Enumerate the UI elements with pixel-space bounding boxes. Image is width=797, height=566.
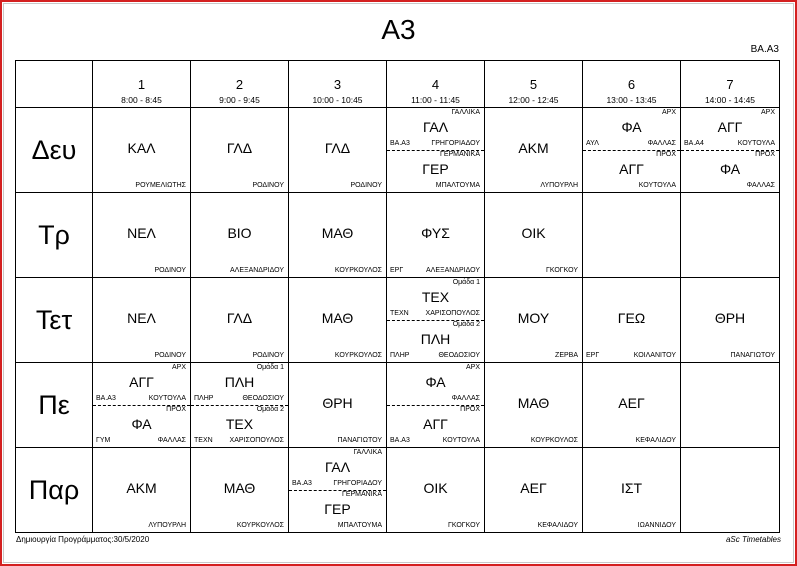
split-lesson (93, 405, 190, 447)
split-lesson (387, 320, 484, 362)
subject: ΓΑΛ (422, 119, 449, 135)
group-label: ΑΡΧ (465, 364, 480, 371)
group-label: ΠΡΟΧ (166, 406, 186, 413)
period-time: 13:00 - 13:45 (606, 95, 657, 105)
room: ΒΑ.Α4 (684, 140, 704, 147)
day-row (16, 448, 780, 533)
period-time: 11:00 - 11:45 (411, 95, 460, 105)
teacher: ΙΩΑΝΝΙΔΟΥ (637, 522, 676, 529)
room: ΤΕΧΝ (194, 437, 213, 444)
lesson-cell (681, 193, 780, 278)
period-header (681, 61, 780, 108)
subject: ΜΑΘ (223, 480, 256, 496)
lesson-cell (191, 193, 289, 278)
group-label: Ομάδα 1 (452, 279, 480, 286)
teacher: ΑΛΕΞΑΝΔΡΙΔΟΥ (230, 267, 284, 274)
room: ΒΑ.Α3 (390, 437, 410, 444)
lesson-cell (583, 363, 681, 448)
lesson-cell (191, 108, 289, 193)
teacher: ΦΑΛΛΑΣ (157, 437, 186, 444)
group-label: ΠΡΟΧ (755, 151, 775, 158)
teacher: ΚΟΥΤΟΥΛΑ (737, 140, 775, 147)
room: ΕΡΓ (390, 267, 404, 274)
room: ΤΕΧΝ (390, 310, 409, 317)
teacher: ΚΟΥΡΚΟΥΛΟΣ (334, 267, 382, 274)
teacher: ΛΥΠΟΥΡΛΗ (540, 182, 578, 189)
subject: ΠΛΗ (224, 374, 255, 390)
period-header (485, 61, 583, 108)
subject: ΦΑ (719, 161, 741, 177)
teacher: ΡΟΔΙΝΟΥ (350, 182, 382, 189)
subject: ΘΡΗ (322, 395, 353, 411)
lesson-cell (485, 448, 583, 533)
subject: ΤΕΧ (225, 416, 254, 432)
teacher: ΡΟΔΙΝΟΥ (154, 352, 186, 359)
day-row (16, 193, 780, 278)
lesson-cell (93, 193, 191, 278)
split-lesson (583, 108, 680, 151)
split-lesson (681, 150, 779, 192)
period-time: 8:00 - 8:45 (121, 95, 162, 105)
teacher: ΚΟΥΤΟΥΛΑ (442, 437, 480, 444)
period-header (93, 61, 191, 108)
room: ΒΑ.Α3 (390, 140, 410, 147)
subject: ΜΑΘ (321, 310, 354, 326)
lesson-cell (583, 108, 681, 193)
split-lesson (387, 150, 484, 192)
period-time: 14:00 - 14:45 (704, 95, 756, 105)
lesson-cell (289, 448, 387, 533)
subject: ΓΑΛ (324, 459, 351, 475)
group-label: ΑΡΧ (661, 109, 676, 116)
lesson-cell (93, 363, 191, 448)
split-lesson (289, 490, 386, 532)
day-name: Τετ (16, 278, 93, 363)
teacher: ΡΟΔΙΝΟΥ (252, 352, 284, 359)
day-name: Δευ (16, 108, 93, 193)
lesson-cell (485, 193, 583, 278)
period-number: 4 (431, 77, 440, 92)
teacher: ΦΑΛΛΑΣ (451, 395, 480, 402)
subject: ΤΕΧ (421, 289, 450, 305)
lesson-cell (583, 278, 681, 363)
teacher: ΦΑΛΛΑΣ (647, 140, 676, 147)
lesson-cell (289, 108, 387, 193)
lesson-cell (583, 448, 681, 533)
lesson-cell (485, 108, 583, 193)
group-label: ΑΡΧ (171, 364, 186, 371)
subject: ΠΛΗ (420, 331, 451, 347)
lesson-cell (289, 193, 387, 278)
lesson-cell (681, 363, 780, 448)
group-label: ΑΡΧ (760, 109, 775, 116)
subject: ΑΚΜ (518, 140, 549, 156)
teacher: ΚΟΙΛΑΝΙΤΟΥ (633, 352, 676, 359)
teacher: ΚΕΦΑΛΙΔΟΥ (635, 437, 676, 444)
subject: ΑΚΜ (126, 480, 157, 496)
split-lesson (387, 108, 484, 151)
teacher: ΚΟΥΡΚΟΥΛΟΣ (236, 522, 284, 529)
room: ΕΡΓ (586, 352, 600, 359)
subject: ΑΕΓ (618, 395, 645, 411)
period-header (289, 61, 387, 108)
split-lesson (681, 108, 779, 151)
teacher: ΚΟΥΤΟΥΛΑ (638, 182, 676, 189)
period-number: 5 (529, 77, 538, 92)
subject: ΓΕΡ (422, 161, 449, 177)
lesson-cell (681, 448, 780, 533)
lesson-cell (191, 278, 289, 363)
teacher: ΜΠΑΛΤΟΥΜΑ (435, 182, 480, 189)
day-row (16, 363, 780, 448)
split-lesson (191, 405, 288, 447)
lesson-cell (191, 448, 289, 533)
period-header (191, 61, 289, 108)
split-lesson (289, 448, 386, 491)
lesson-cell (289, 278, 387, 363)
subject: ΜΟΥ (517, 310, 550, 326)
lesson-cell (289, 363, 387, 448)
teacher: ΚΟΥΡΚΟΥΛΟΣ (530, 437, 578, 444)
lesson-cell (485, 278, 583, 363)
subject: ΓΛΔ (226, 310, 253, 326)
subject: ΑΕΓ (520, 480, 547, 496)
lesson-cell (681, 278, 780, 363)
day-row (16, 278, 780, 363)
teacher: ΓΚΟΓΚΟΥ (546, 267, 578, 274)
group-label: ΓΕΡΜΑΝΙΚΑ (439, 151, 480, 158)
teacher: ΛΥΠΟΥΡΛΗ (148, 522, 186, 529)
period-header (583, 61, 681, 108)
subject: ΓΛΔ (324, 140, 351, 156)
teacher: ΓΡΗΓΟΡΙΑΔΟΥ (431, 140, 480, 147)
subject: ΓΛΔ (226, 140, 253, 156)
lesson-cell (485, 363, 583, 448)
lesson-cell (387, 278, 485, 363)
lesson-cell (387, 363, 485, 448)
split-lesson (387, 278, 484, 321)
subject: ΑΓΓ (619, 161, 644, 177)
subject: ΘΡΗ (714, 310, 746, 326)
period-header-row (16, 61, 780, 108)
subject: ΝΕΛ (127, 310, 156, 326)
period-number: 6 (627, 77, 636, 92)
footer-software: aSc Timetables (725, 535, 781, 544)
teacher: ΦΑΛΛΑΣ (746, 182, 775, 189)
group-label: Ομάδα 2 (256, 406, 284, 413)
lesson-cell (681, 108, 780, 193)
subject: ΓΕΡ (324, 501, 351, 517)
teacher: ΜΠΑΛΤΟΥΜΑ (337, 522, 382, 529)
subject: ΑΓΓ (423, 416, 448, 432)
teacher: ΡΟΔΙΝΟΥ (154, 267, 186, 274)
lesson-cell (387, 193, 485, 278)
subject: ΚΑΛ (127, 140, 156, 156)
lesson-cell (387, 108, 485, 193)
room: ΠΛΗΡ (390, 352, 410, 359)
subject: ΝΕΛ (127, 225, 156, 241)
period-time: 9:00 - 9:45 (219, 95, 260, 105)
room: ΠΛΗΡ (194, 395, 214, 402)
room: ΓΥΜ (96, 437, 111, 444)
split-lesson (93, 363, 190, 406)
group-label: ΓΕΡΜΑΝΙΚΑ (341, 491, 382, 498)
day-row (16, 108, 780, 193)
teacher: ΚΕΦΑΛΙΔΟΥ (537, 522, 578, 529)
lesson-cell (93, 278, 191, 363)
subject: ΓΕΩ (617, 310, 646, 326)
room: ΑΥΛ (586, 140, 599, 147)
teacher: ΑΛΕΞΑΝΔΡΙΔΟΥ (426, 267, 480, 274)
period-number: 7 (726, 77, 734, 92)
split-lesson (191, 363, 288, 406)
period-header (387, 61, 485, 108)
subject: ΦΑ (425, 374, 446, 390)
corner-cell (16, 61, 93, 108)
subject: ΦΑ (621, 119, 642, 135)
group-label: ΠΡΟΧ (460, 406, 480, 413)
period-time: 12:00 - 12:45 (508, 95, 559, 105)
group-label: ΠΡΟΧ (656, 151, 676, 158)
page-title: Α3 (381, 14, 416, 45)
day-name: Τρ (16, 193, 93, 278)
subject: ΑΓΓ (717, 119, 743, 135)
day-name: Παρ (16, 448, 93, 533)
teacher: ΓΚΟΓΚΟΥ (448, 522, 480, 529)
group-label: ΓΑΛΛΙΚΑ (353, 449, 382, 456)
lesson-cell (93, 108, 191, 193)
teacher: ΠΑΝΑΓΙΩΤΟΥ (337, 437, 382, 444)
split-lesson (387, 405, 484, 447)
split-lesson (583, 150, 680, 192)
subject: ΟΙΚ (423, 480, 448, 496)
teacher: ΧΑΡΙΣΟΠΟΥΛΟΣ (425, 310, 480, 317)
subject: ΦΑ (131, 416, 152, 432)
subject: ΙΣΤ (620, 480, 643, 496)
group-label: ΓΑΛΛΙΚΑ (451, 109, 480, 116)
subject: ΑΓΓ (129, 374, 154, 390)
subject: ΒΙΟ (227, 225, 252, 241)
subject: ΜΑΘ (321, 225, 354, 241)
timetable (15, 60, 780, 533)
teacher: ΚΟΥΡΚΟΥΛΟΣ (334, 352, 382, 359)
teacher: ΠΑΝΑΓΙΩΤΟΥ (730, 352, 775, 359)
teacher: ΓΡΗΓΟΡΙΑΔΟΥ (333, 480, 382, 487)
teacher: ΡΟΥΜΕΛΙΩΤΗΣ (135, 182, 186, 189)
teacher: ΡΟΔΙΝΟΥ (252, 182, 284, 189)
lesson-cell (583, 193, 681, 278)
teacher: ΘΕΟΔΟΣΙΟΥ (242, 395, 284, 402)
subject: ΦΥΣ (421, 225, 450, 241)
lesson-cell (191, 363, 289, 448)
class-code: ΒΑ.Α3 (750, 44, 779, 55)
teacher: ΖΕΡΒΑ (555, 352, 578, 359)
room: ΒΑ.Α3 (96, 395, 116, 402)
teacher: ΚΟΥΤΟΥΛΑ (148, 395, 186, 402)
group-label: Ομάδα 1 (256, 364, 284, 371)
room: ΒΑ.Α3 (292, 480, 312, 487)
split-lesson (387, 363, 484, 406)
subject: ΟΙΚ (521, 225, 546, 241)
teacher: ΘΕΟΔΟΣΙΟΥ (438, 352, 480, 359)
lesson-cell (93, 448, 191, 533)
day-name: Πε (16, 363, 93, 448)
footer-created-date: Δημιουργία Προγράμματος:30/5/2020 (16, 535, 150, 544)
subject: ΜΑΘ (517, 395, 550, 411)
lesson-cell (387, 448, 485, 533)
teacher: ΧΑΡΙΣΟΠΟΥΛΟΣ (229, 437, 284, 444)
period-number: 3 (333, 77, 342, 92)
period-number: 2 (235, 77, 244, 92)
period-time: 10:00 - 10:45 (312, 95, 363, 105)
group-label: Ομάδα 2 (452, 321, 480, 328)
period-number: 1 (137, 77, 146, 92)
